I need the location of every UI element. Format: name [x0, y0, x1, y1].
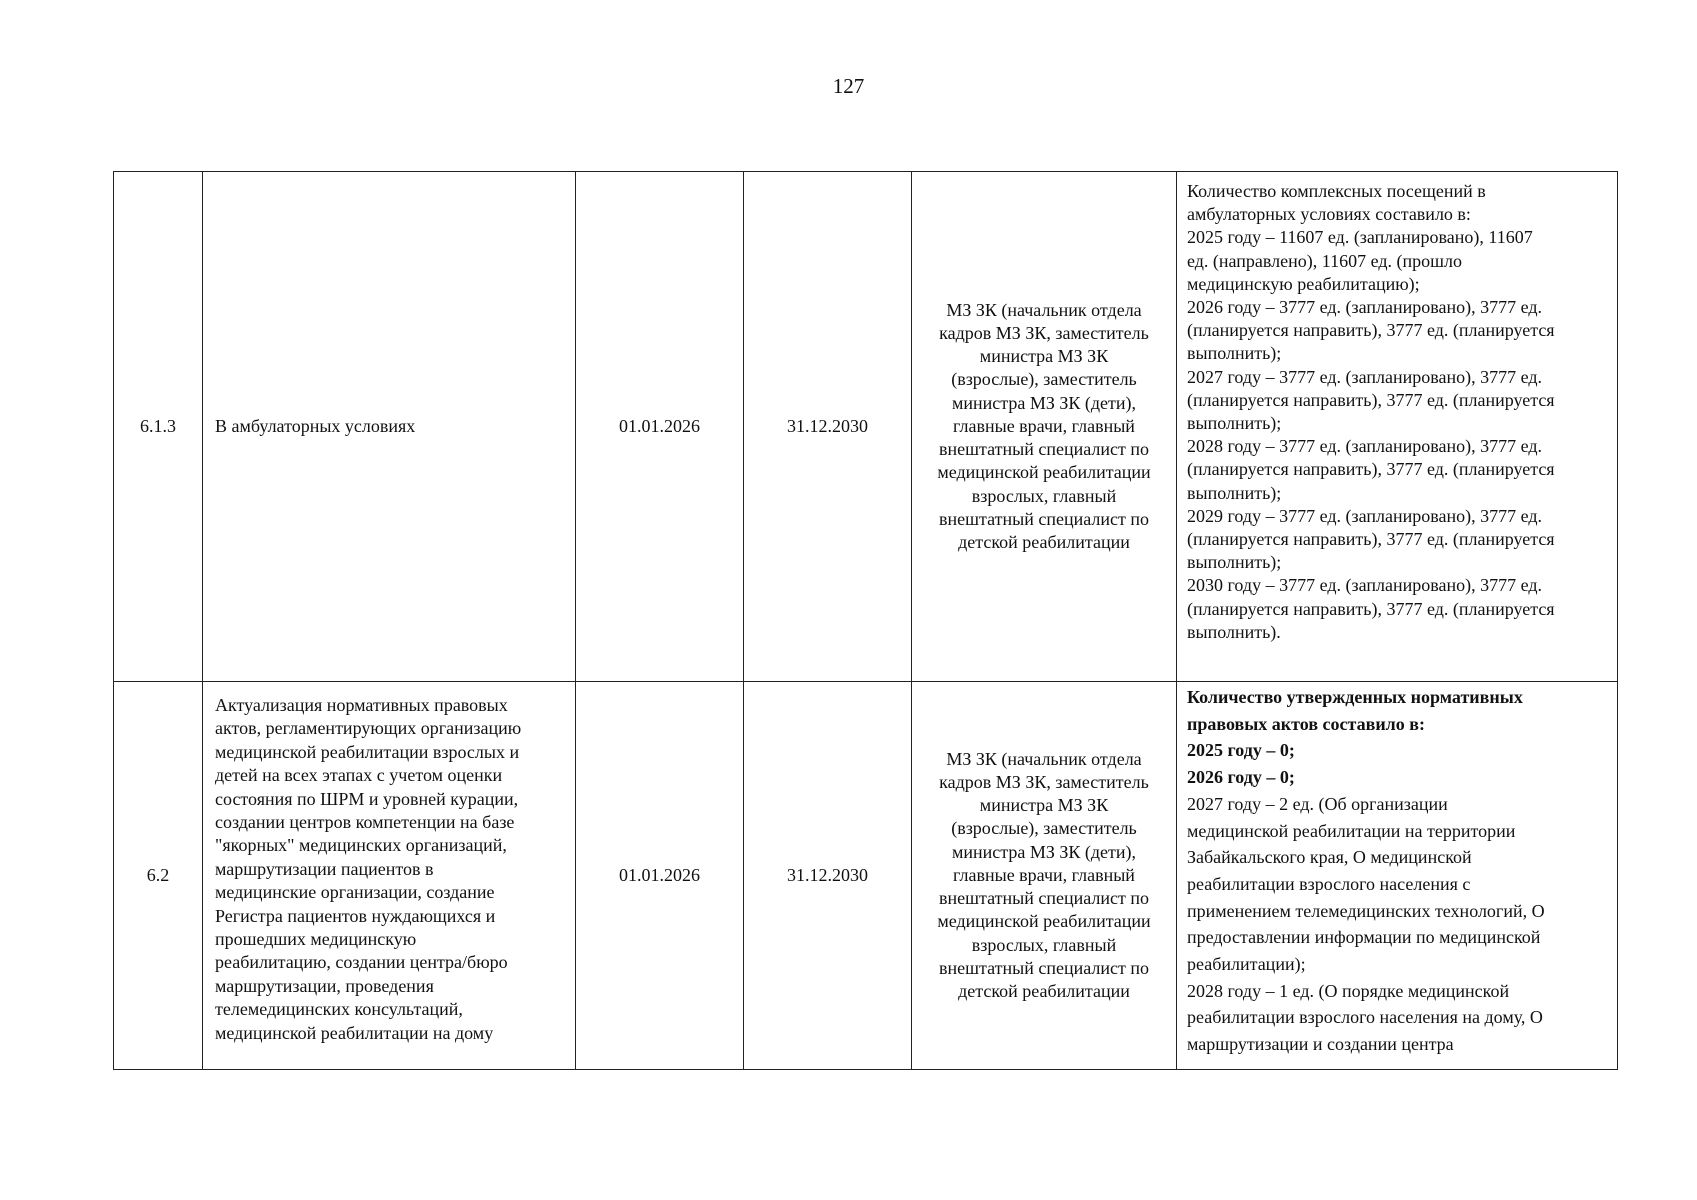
result-line: Забайкальского края, О медицинской	[1187, 847, 1472, 868]
measure-name-line: "якорных" медицинских организаций,	[215, 835, 507, 856]
table-row	[114, 682, 1618, 1070]
result-line: (планируется направить), 3777 ед. (планируется	[1187, 389, 1555, 410]
responsible-party	[912, 172, 1177, 682]
start-date: 01.01.2026	[576, 172, 744, 682]
measure-name-line: реабилитацию, создании центра/бюро	[215, 952, 508, 973]
result-line: ед. (направлено), 11607 ед. (прошло	[1187, 250, 1462, 271]
end-date: 31.12.2030	[744, 172, 912, 682]
responsible-line: главные врачи, главный	[953, 415, 1135, 436]
result-line: 2028 году – 1 ед. (О порядке медицинской	[1187, 980, 1510, 1001]
responsible-line: внештатный специалист по	[939, 508, 1149, 529]
row-number: 6.1.3	[114, 172, 203, 682]
measure-name-line: детей на всех этапах с учетом оценки	[215, 765, 503, 786]
result-line: амбулаторных условиях составило в:	[1187, 204, 1471, 225]
responsible-line: медицинской реабилитации	[937, 911, 1151, 932]
result-line: (планируется направить), 3777 ед. (планируется	[1187, 529, 1555, 550]
measure-name-line: Регистра пациентов нуждающихся и	[215, 905, 496, 926]
measure-name-line: актов, регламентирующих организацию	[215, 718, 522, 739]
responsible-line: МЗ ЗК (начальник отдела	[946, 748, 1142, 769]
measure-name-line: Актуализация нормативных правовых	[215, 695, 508, 715]
measure-name-line: телемедицинских консультаций,	[215, 999, 463, 1020]
responsible-party	[912, 682, 1177, 1070]
result-line: медицинской реабилитации на территории	[1187, 820, 1516, 841]
measure-name-line: состояния по ШРМ и уровней курации,	[215, 788, 519, 809]
result-line: 2025 году – 11607 ед. (запланировано), 11607	[1187, 227, 1533, 248]
result-line: 2026 году – 3777 ед. (запланировано), 3777 ед.	[1187, 297, 1542, 318]
result-line: (планируется направить), 3777 ед. (планируется	[1187, 459, 1555, 480]
measure-name-line: создании центров компетенции на базе	[215, 812, 515, 833]
responsible-line: (взрослые), заместитель	[951, 818, 1137, 839]
result-line: 2025 году – 0;	[1187, 740, 1295, 761]
result-line: маршрутизации и создании центра	[1187, 1034, 1454, 1055]
result-line: Количество комплексных посещений в	[1187, 181, 1486, 201]
responsible-line: кадров МЗ ЗК, заместитель	[939, 772, 1149, 793]
responsible-line: министра МЗ ЗК	[979, 346, 1109, 367]
measure-name-line: маршрутизации, проведения	[215, 975, 434, 996]
responsible-line: кадров МЗ ЗК, заместитель	[939, 323, 1149, 344]
measure-name-line: медицинской реабилитации взрослых и	[215, 741, 520, 762]
expected-result	[1177, 172, 1618, 682]
expected-result	[1177, 682, 1618, 1070]
result-line: применением телемедицинских технологий, О	[1187, 900, 1545, 921]
start-date: 01.01.2026	[576, 682, 744, 1070]
measure-name-line: прошедших медицинскую	[215, 929, 417, 950]
measure-name-line: медицинские организации, создание	[215, 882, 495, 903]
result-line: (планируется направить), 3777 ед. (планируется	[1187, 320, 1555, 341]
result-line: реабилитации);	[1187, 954, 1306, 975]
responsible-line: детской реабилитации	[958, 980, 1130, 1001]
result-line: 2029 году – 3777 ед. (запланировано), 3777 ед.	[1187, 505, 1542, 526]
responsible-line: внештатный специалист по	[939, 439, 1149, 460]
responsible-line: медицинской реабилитации	[937, 462, 1151, 483]
result-line: 2027 году – 2 ед. (Об организации	[1187, 793, 1448, 814]
measure-name-line: маршрутизации пациентов в	[215, 858, 434, 879]
end-date: 31.12.2030	[744, 682, 912, 1070]
result-line: выполнить).	[1187, 621, 1281, 642]
result-line: 2026 году – 0;	[1187, 767, 1295, 788]
responsible-line: МЗ ЗК (начальник отдела	[946, 299, 1142, 320]
responsible-line: главные врачи, главный	[953, 864, 1135, 885]
row-number: 6.2	[114, 682, 203, 1070]
result-line: выполнить);	[1187, 413, 1282, 434]
responsible-line: детской реабилитации	[958, 531, 1130, 552]
measure-name	[203, 682, 576, 1070]
result-line: правовых актов составило в:	[1187, 713, 1425, 734]
measure-name-line: медицинской реабилитации на дому	[215, 1022, 494, 1043]
responsible-line: министра МЗ ЗК	[979, 795, 1109, 816]
result-line: Количество утвержденных нормативных	[1187, 687, 1523, 707]
responsible-line: министра МЗ ЗК (дети),	[951, 392, 1137, 413]
responsible-line: взрослых, главный	[971, 485, 1117, 506]
measures-table	[113, 171, 1618, 1070]
result-line: 2028 году – 3777 ед. (запланировано), 3777 ед.	[1187, 436, 1542, 457]
result-line: выполнить);	[1187, 482, 1282, 503]
result-line: выполнить);	[1187, 552, 1282, 573]
page-number: 127	[832, 74, 865, 98]
measure-name	[203, 172, 576, 682]
result-line: медицинскую реабилитацию);	[1187, 273, 1420, 294]
result-line: (планируется направить), 3777 ед. (планируется	[1187, 598, 1555, 619]
result-line: 2030 году – 3777 ед. (запланировано), 3777 ед.	[1187, 575, 1542, 596]
responsible-line: министра МЗ ЗК (дети),	[951, 841, 1137, 862]
responsible-line: внештатный специалист по	[939, 957, 1149, 978]
responsible-line: внештатный специалист по	[939, 888, 1149, 909]
responsible-line: взрослых, главный	[971, 934, 1117, 955]
result-line: выполнить);	[1187, 343, 1282, 364]
result-line: реабилитации взрослого населения на дому, О	[1187, 1007, 1543, 1028]
result-line: 2027 году – 3777 ед. (запланировано), 3777 ед.	[1187, 366, 1542, 387]
table-row	[114, 172, 1618, 682]
responsible-line: (взрослые), заместитель	[951, 369, 1137, 390]
result-line: предоставлении информации по медицинской	[1187, 927, 1541, 948]
result-line: реабилитации взрослого населения с	[1187, 873, 1471, 894]
measure-name-line: В амбулаторных условиях	[215, 415, 416, 436]
